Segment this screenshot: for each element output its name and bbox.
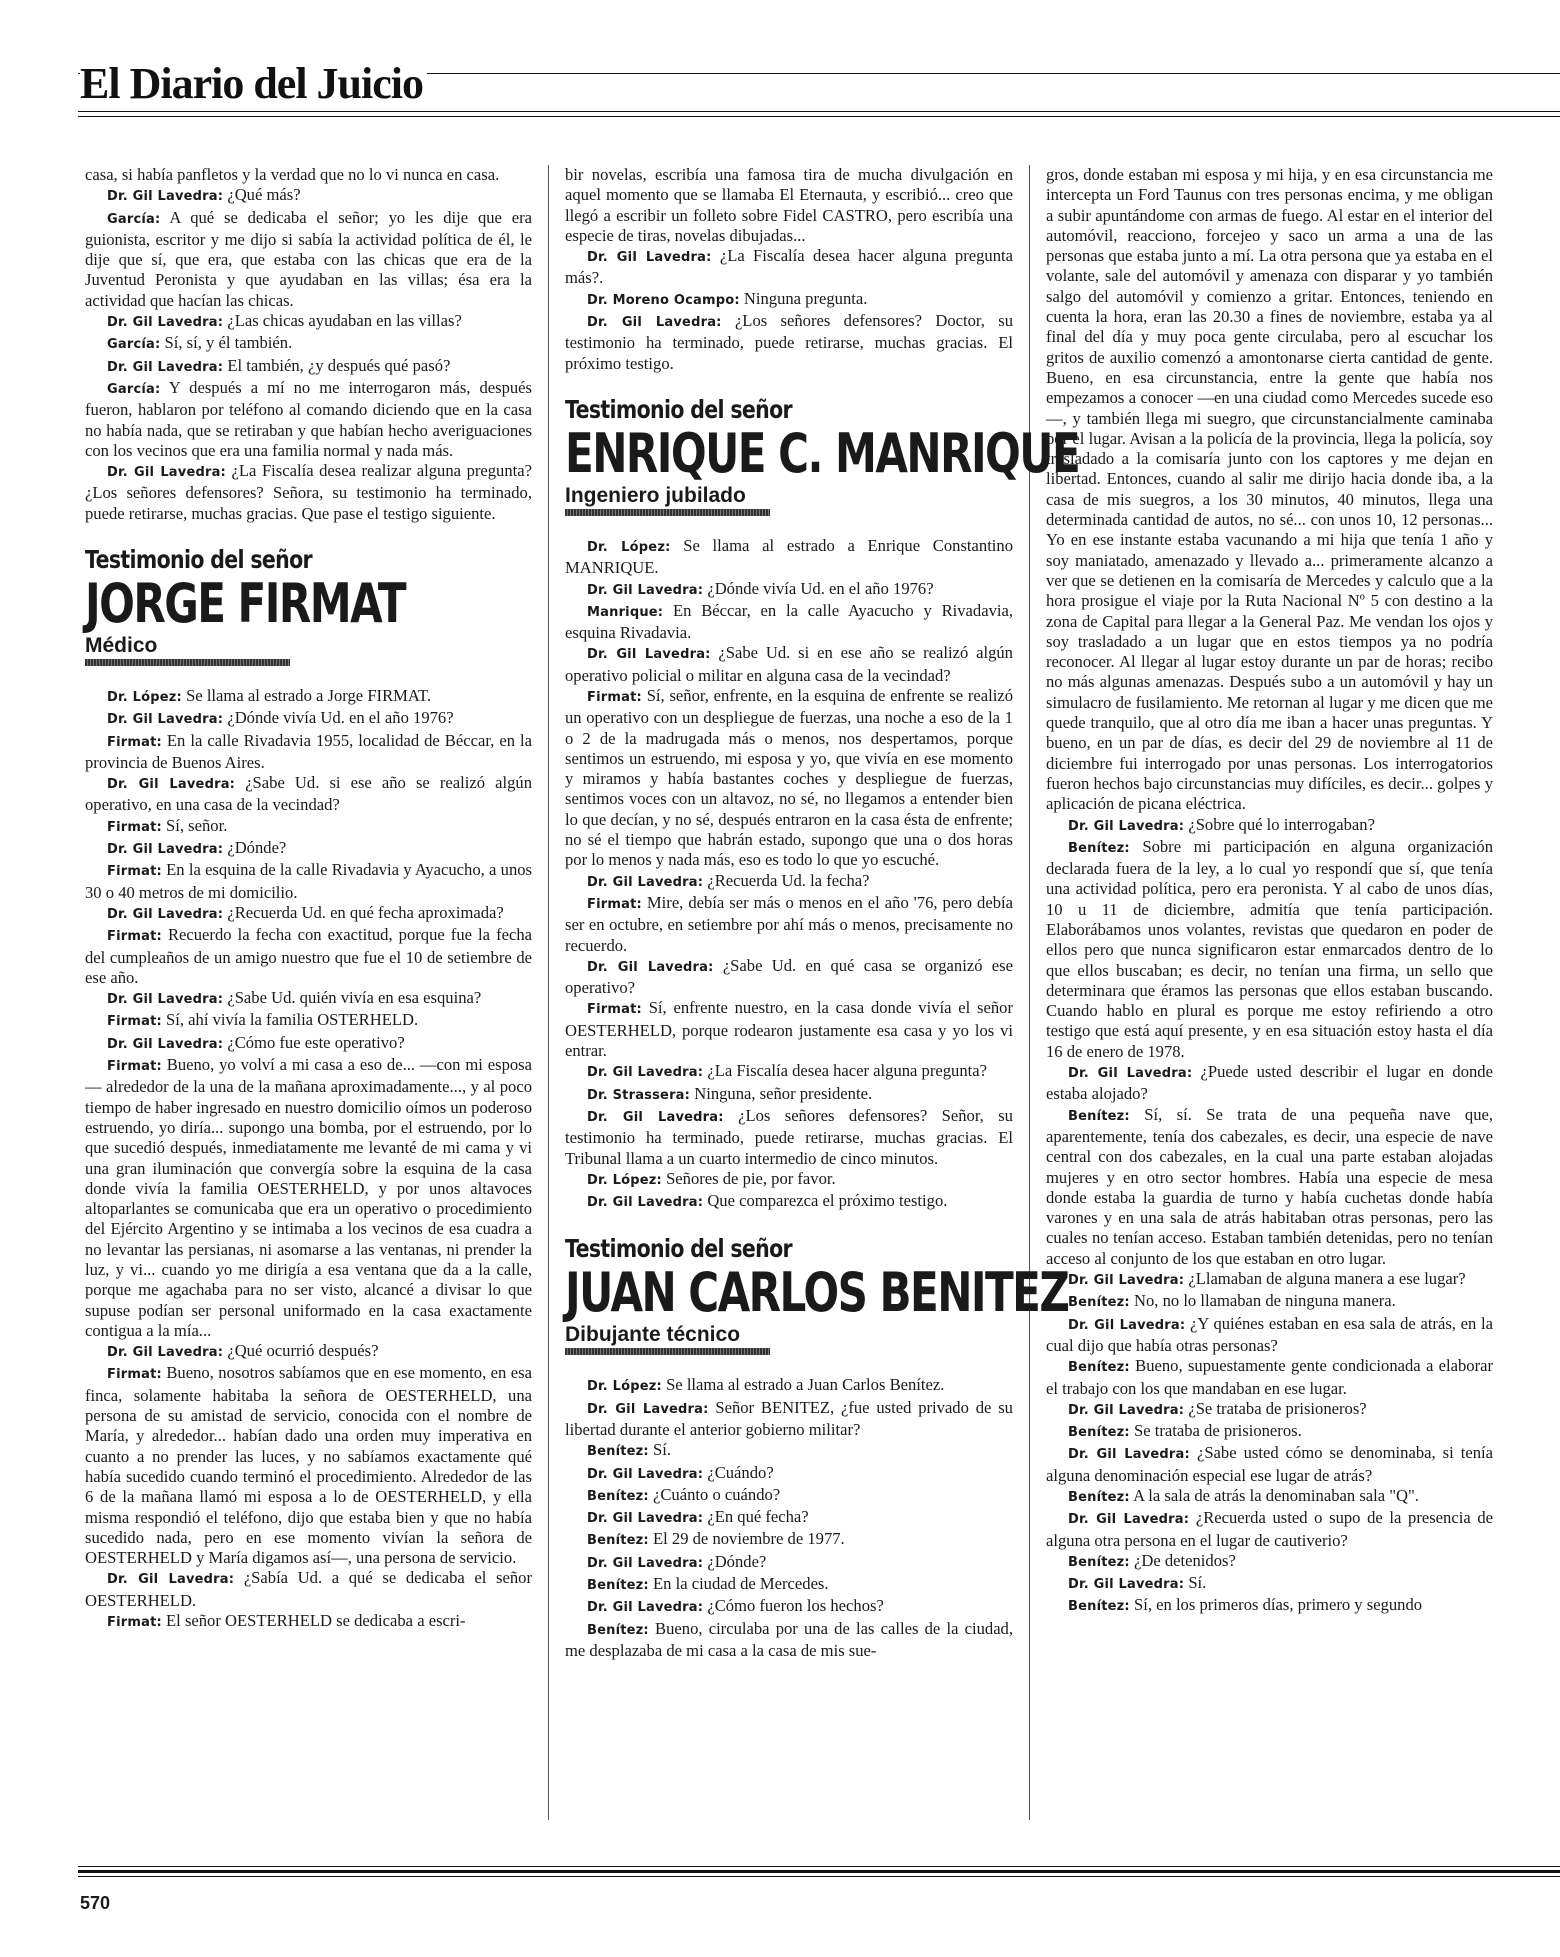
speaker-label: Benítez: — [1068, 1108, 1130, 1124]
paragraph-text: gros, donde estaban mi esposa y mi hija, y en esa circunstancia me intercepta un Ford Taunus con tres personas encima, y me obligan a subir apuntándome con armas de fuego. Al estar en el interior del automóvil, reacciono, forcejeo y saco un arma a una de las personas que estaba junto a mí. La otra persona que ya estaba en el volante, sale del automóvil y amenaza con disparar y yo también salgo del automóvil y comienzo a gritar. Entonces, teniendo en cuenta la hora, eran las 20.30 a fines de noviembre, estaba ya al final del día y muy poca gente circulaba, pero al escuchar los gritos de auxilio comenzó a amontonarse cierta cantidad de gente. Bueno, en esa circunstancia, entre la gente que había nos empezamos a conocer —en una ciudad como Mercedes sucede eso—, y también llega mi suegro, que circunstancialmente caminaba por el lugar. Avisan a la policía de la provincia, llega la policía, soy trasladado a la comisaría junto con los captores y me dejan en libertad. Entonces, cuando al salir me dirijo hacia donde iba, a la casa de mis suegros, a los 30 minutos, 40 minutos, llega una determinada cantidad de autos, no sé... con unos 10, 12 personas... Yo en ese instante estaba vacunando a mi hija que tenía 1 año y soy maniatado, amenazado y llevado a... primeramente alcanzo a ver que se detienen en la comisaría de Mercedes y calculo que a la hora prosigue el viaje por la Ruta Nacional Nº 5 con destino a la zona de Capital para llegar a la General Paz. Me vendan los ojos y soy trasladado a un lugar que en estos tiempos ya no podría reconocer. Al llegar al lugar estoy durante un par de horas; recibo no más algunas amenazas. Después subo a un automóvil y hay un simulacro de fusilamiento. Me retornan al lugar y me dicen que me quede tranquilo, que al otro día me iban a hacer unas preguntas. Y bueno, en un par de días, es decir del 29 de noviembre al 11 de diciembre fui interrogado por unas personas. Los interrogatorios fueron hechos bajo circunstancias muy difíciles, es decir... golpes y aplicación de picana eléctrica. — [1046, 165, 1493, 814]
transcript-paragraph — [565, 246, 1013, 289]
testimony-header — [85, 546, 532, 666]
transcript-paragraph — [565, 1463, 1013, 1485]
transcript-paragraph — [85, 165, 532, 185]
transcript-paragraph — [565, 1507, 1013, 1529]
masthead-rule-bottom — [78, 111, 1560, 112]
transcript-paragraph — [1046, 1486, 1493, 1508]
speaker-label: Dr. Gil Lavedra: — [107, 315, 224, 331]
paragraph-text: Sí. — [653, 1440, 671, 1460]
paragraph-text: Ninguna, señor presidente. — [694, 1083, 873, 1103]
speaker-label: Dr. Gil Lavedra: — [587, 1466, 704, 1482]
transcript-paragraph — [85, 731, 532, 774]
speaker-label: Dr. Gil Lavedra: — [587, 250, 712, 266]
speaker-label: Dr. Gil Lavedra: — [587, 1195, 704, 1211]
paragraph-text: Se llama al estrado a Jorge FIRMAT. — [186, 685, 432, 705]
transcript-paragraph — [85, 708, 532, 730]
profession-underline-bar — [565, 509, 770, 516]
transcript-paragraph — [1046, 1573, 1493, 1595]
transcript-paragraph — [565, 1398, 1013, 1441]
testimony-kicker: Testimonio del señor — [85, 545, 312, 575]
paragraph-text: ¿Sobre qué lo interrogaban? — [1188, 814, 1375, 834]
transcript-paragraph — [565, 1574, 1013, 1596]
transcript-paragraph — [85, 311, 532, 333]
speaker-label: Dr. López: — [587, 1172, 662, 1188]
speaker-label: Benítez: — [587, 1622, 649, 1638]
transcript-paragraph — [565, 998, 1013, 1061]
transcript-paragraph — [1046, 1399, 1493, 1421]
speaker-label: Dr. Gil Lavedra: — [1068, 1273, 1185, 1289]
paragraph-text: Recuerdo la fecha con exactitud, porque fue la fecha del cumpleaños de un amigo nuestro que fue el 10 de setiembre de ese año. — [85, 925, 532, 987]
transcript-paragraph — [85, 903, 532, 925]
speaker-label: Firmat: — [107, 929, 162, 945]
transcript-paragraph — [1046, 1062, 1493, 1105]
speaker-label: Firmat: — [587, 689, 642, 705]
paragraph-text: ¿Cuánto o cuándo? — [653, 1484, 781, 1504]
speaker-label: Dr. Gil Lavedra: — [107, 189, 224, 205]
paragraph-text: Y después a mí no me interrogaron más, después fueron, hablaron por teléfono al comando diciendo que en la casa no había nada, que se retiraban y que habían hecho averiguaciones con los vecinos que era una familia normal y nada más. — [85, 377, 532, 460]
transcript-paragraph — [1046, 1551, 1493, 1573]
speaker-label: Dr. Gil Lavedra: — [107, 1036, 224, 1052]
paragraph-text: ¿Llamaban de alguna manera a ese lugar? — [1188, 1269, 1466, 1289]
paragraph-text: ¿Recuerda usted o supo de la presencia de alguna otra persona en el lugar de cautiverio? — [1046, 1508, 1493, 1550]
transcript-paragraph — [565, 1106, 1013, 1169]
paragraph-text: No, no lo llamaban de ninguna manera. — [1134, 1291, 1396, 1311]
transcript-paragraph — [565, 311, 1013, 374]
paragraph-text: Señor BENITEZ, ¿fue usted privado de su libertad durante el anterior gobierno militar? — [565, 1397, 1013, 1439]
transcript-paragraph — [565, 643, 1013, 686]
paragraph-text: ¿Qué más? — [227, 185, 301, 205]
paragraph-text: Sí. — [1188, 1573, 1207, 1593]
paragraph-text: Sí, señor. — [166, 815, 228, 835]
paragraph-text: ¿Qué ocurrió después? — [227, 1341, 379, 1361]
transcript-paragraph — [565, 536, 1013, 579]
speaker-label: Manrique: — [587, 604, 664, 620]
transcript-paragraph — [85, 860, 532, 903]
transcript-paragraph — [85, 1611, 532, 1633]
speaker-label: Benítez: — [587, 1578, 649, 1594]
transcript-paragraph — [85, 1363, 532, 1568]
paragraph-text: Sobre mi participación en alguna organización declarada fuera de la ley, a lo cual yo respondí que sí, que tenía una actividad política, pero era peronista. Y al cabo de unos días, 10 u 11 de diciembre, admitía que tenía participación. Elaborábamos unos volantes, revistas que quedaron en poder de ellos pero que nunca significaron estar enmarcados dentro de lo que ellos buscaban; es decir, no tenían una firma, un sello que determinara que éramos las personas que ellos estaban buscando. Cuando hablo en plural es porque me estoy refiriendo a otro testigo que está aquí presente, y en esa situación estoy hasta el día 16 de enero de 1978. — [1046, 836, 1494, 1061]
paragraph-text: ¿La Fiscalía desea hacer alguna pregunta más?. — [565, 246, 1013, 288]
paragraph-text: ¿Cómo fue este operativo? — [227, 1032, 405, 1052]
footer-rule-thin — [78, 1876, 1560, 1877]
transcript-paragraph — [85, 356, 532, 378]
transcript-paragraph — [565, 956, 1013, 999]
transcript-paragraph — [565, 1619, 1013, 1662]
paragraph-text: ¿Dónde vivía Ud. en el año 1976? — [227, 708, 454, 728]
speaker-label: Firmat: — [107, 1615, 162, 1631]
transcript-paragraph — [1046, 1105, 1493, 1269]
speaker-label: Dr. Gil Lavedra: — [107, 359, 224, 375]
transcript-paragraph — [85, 816, 532, 838]
column-divider — [1029, 165, 1030, 1820]
paragraph-text: Se trataba de prisioneros. — [1134, 1421, 1302, 1441]
speaker-label: Dr. Gil Lavedra: — [587, 1065, 704, 1081]
text-column-3 — [1046, 165, 1493, 1618]
paragraph-text: El señor OESTERHELD se dedicaba a escri- — [166, 1611, 466, 1631]
speaker-label: Dr. López: — [107, 689, 182, 705]
paragraph-text: ¿Cómo fueron los hechos? — [707, 1596, 884, 1616]
speaker-label: Dr. Gil Lavedra: — [1068, 1512, 1190, 1528]
speaker-label: Firmat: — [587, 896, 642, 912]
paragraph-text: Bueno, supuestamente gente condicionada a elaborar el trabajo con los que mandaban en ese lugar. — [1046, 1356, 1493, 1398]
speaker-label: Firmat: — [107, 734, 162, 750]
transcript-paragraph — [565, 1485, 1013, 1507]
paragraph-text: Ninguna pregunta. — [743, 288, 868, 308]
paragraph-text: En la ciudad de Mercedes. — [653, 1574, 829, 1594]
transcript-paragraph — [1046, 1421, 1493, 1443]
transcript-paragraph — [85, 925, 532, 988]
transcript-paragraph — [565, 1169, 1013, 1191]
paragraph-text: El también, ¿y después qué pasó? — [227, 355, 451, 375]
speaker-label: Dr. Gil Lavedra: — [587, 1555, 704, 1571]
paragraph-text: ¿Recuerda Ud. la fecha? — [707, 870, 870, 890]
speaker-label: Dr. Gil Lavedra: — [107, 712, 224, 728]
witness-name: JORGE FIRMAT — [85, 571, 406, 635]
speaker-label: García: — [107, 337, 161, 353]
transcript-paragraph — [1046, 837, 1493, 1062]
transcript-paragraph — [565, 289, 1013, 311]
speaker-label: Firmat: — [107, 819, 162, 835]
paragraph-text: Sí, enfrente nuestro, en la casa donde vivía el señor OESTERHELD, porque rodearon justamente esa casa y yo los vi entrar. — [565, 998, 1013, 1061]
paragraph-text: Bueno, circulaba por una de las calles de la ciudad, me desplazaba de mi casa a la casa de mis sue- — [565, 1618, 1013, 1660]
speaker-label: Dr. Gil Lavedra: — [587, 1401, 709, 1417]
speaker-label: Dr. Strassera: — [587, 1087, 691, 1103]
paragraph-text: ¿Se trataba de prisioneros? — [1188, 1398, 1367, 1418]
speaker-label: Dr. López: — [587, 539, 671, 555]
speaker-label: García: — [107, 381, 161, 397]
transcript-paragraph — [565, 686, 1013, 871]
transcript-paragraph — [565, 1440, 1013, 1462]
transcript-paragraph — [1046, 1314, 1493, 1357]
speaker-label: Dr. Gil Lavedra: — [587, 315, 722, 331]
transcript-paragraph — [565, 165, 1013, 246]
speaker-label: Dr. Gil Lavedra: — [1068, 1317, 1186, 1333]
speaker-label: Benítez: — [1068, 1490, 1130, 1505]
footer-rule — [78, 1866, 1560, 1867]
speaker-label: Firmat: — [107, 1367, 162, 1383]
paragraph-text: Sí, sí. Se trata de una pequeña nave que, aparentemente, tenía dos cabezales, es decir, una especie de nave central con dos cabezales, en la cual una parte estaban alojadas mujeres y en otro sector hombres. Había una especie de mesa donde estaba la guardia de turno y había cuchetas donde había varones y en una sala de atrás habitaban otras personas, pero las cuales no tenían acceso. Estaban también detenidas, pero no tenían acceso al conjunto de los que estaban en otro lugar. — [1046, 1104, 1494, 1268]
transcript-paragraph — [85, 208, 532, 311]
transcript-paragraph — [85, 1568, 532, 1611]
testimony-header — [565, 1234, 1069, 1355]
text-column-1 — [85, 165, 532, 1633]
paragraph-text: ¿Sabía Ud. a qué se dedicaba el señor OESTERHELD. — [85, 1568, 532, 1610]
transcript-paragraph — [85, 988, 532, 1010]
speaker-label: Benítez: — [587, 1533, 649, 1549]
speaker-label: Dr. López: — [587, 1379, 662, 1395]
transcript-paragraph — [85, 461, 532, 524]
testimony-kicker: Testimonio del señor — [565, 394, 792, 424]
paragraph-text: Se llama al estrado a Enrique Constantino MANRIQUE. — [565, 535, 1014, 578]
profession-underline-bar — [565, 1348, 770, 1355]
paragraph-text: casa, si había panfletos y la verdad que no lo vi nunca en casa. — [85, 165, 500, 184]
speaker-label: Dr. Gil Lavedra: — [1068, 1066, 1193, 1082]
footer-rule-thick — [78, 1870, 1560, 1873]
profession-underline-bar — [85, 659, 290, 666]
page-number: 570 — [80, 1893, 111, 1913]
transcript-paragraph — [85, 838, 532, 860]
speaker-label: Firmat: — [107, 864, 162, 880]
paragraph-text: ¿Sabe Ud. en qué casa se organizó ese operativo? — [565, 955, 1013, 998]
speaker-label: Dr. Gil Lavedra: — [587, 874, 704, 890]
speaker-label: Dr. Gil Lavedra: — [107, 1572, 235, 1588]
masthead-title: El Diario del Juicio — [80, 62, 427, 106]
paragraph-text: El 29 de noviembre de 1977. — [653, 1529, 845, 1549]
paragraph-text: ¿Puede usted describir el lugar en donde estaba alojado? — [1046, 1062, 1493, 1104]
speaker-label: Dr. Gil Lavedra: — [587, 582, 704, 598]
paragraph-text: ¿Los señores defensores? Doctor, su testimonio ha terminado, puede retirarse, muchas gracias. El próximo testigo. — [565, 311, 1013, 373]
paragraph-text: ¿Y quiénes estaban en esa sala de atrás, en la cual dijo que había otras personas? — [1046, 1313, 1493, 1355]
speaker-label: Benítez: — [1068, 1295, 1130, 1311]
speaker-label: Dr. Gil Lavedra: — [1068, 818, 1185, 834]
paragraph-text: ¿Sabe Ud. quién vivía en esa esquina? — [227, 988, 482, 1008]
speaker-label: Benítez: — [587, 1444, 649, 1460]
paragraph-text: ¿Cuándo? — [707, 1462, 774, 1482]
masthead-rule-bottom-thin — [78, 116, 1560, 117]
paragraph-text: Sí, en los primeros días, primero y segundo — [1134, 1595, 1423, 1615]
transcript-paragraph — [1046, 1356, 1493, 1399]
transcript-paragraph — [565, 1375, 1013, 1397]
paragraph-text: Señores de pie, por favor. — [666, 1168, 836, 1188]
testimony-kicker: Testimonio del señor — [565, 1234, 792, 1264]
speaker-label: Dr. Gil Lavedra: — [587, 959, 714, 975]
paragraph-text: En la esquina de la calle Rivadavia y Ayacucho, a unos 30 o 40 metros de mi domicilio. — [85, 860, 533, 902]
paragraph-text: ¿Dónde? — [227, 838, 287, 858]
speaker-label: Dr. Gil Lavedra: — [107, 906, 224, 922]
paragraph-text: En la calle Rivadavia 1955, localidad de Béccar, en la provincia de Buenos Aires. — [85, 730, 532, 772]
transcript-paragraph — [565, 893, 1013, 956]
column-divider — [548, 165, 549, 1820]
witness-profession: Dibujante técnico — [565, 1323, 741, 1347]
paragraph-text: Sí, señor, enfrente, en la esquina de enfrente se realizó un operativo con un despliegue de fuerzas, una noche a eso de la 1 o 2 de la madrugada más o menos, nos despertamos, porque sentimos un estruendo, mi esposa y yo, que vivía en ese momento y miramos y había bastantes coches y despliegue de fuerzas, sentimos voces con un altavoz, no sé, no llegamos a entender bien lo que decían, y no sé, después entraron en la casa ésta de enfrente; no sé el tiempo que habrán estado, supongo que una o dos horas por lo menos y nada más, eso es todo lo que yo escuché. — [565, 685, 1013, 870]
paragraph-text: ¿Recuerda Ud. en qué fecha aproximada? — [227, 902, 504, 922]
transcript-paragraph — [1046, 165, 1493, 815]
transcript-paragraph — [565, 1529, 1013, 1551]
paragraph-text: ¿La Fiscalía desea hacer alguna pregunta? — [707, 1061, 987, 1081]
transcript-paragraph — [85, 1055, 532, 1341]
paragraph-text: bir novelas, escribía una famosa tira de mucha divulgación en aquel momento que se llamaba El Eternauta, y escribió... creo que llegó a escribir un folleto sobre Fidel CASTRO, pero escribía una especie de tiras, novelas dibujadas... — [565, 165, 1013, 245]
speaker-label: Dr. Gil Lavedra: — [1068, 1447, 1190, 1463]
paragraph-text: ¿Los señores defensores? Señor, su testimonio ha terminado, puede retirarse, muchas gracias. El Tribunal llama a un cuarto intermedio de cinco minutos. — [565, 1105, 1013, 1168]
paragraph-text: ¿Sabe usted cómo se denominaba, si tenía alguna denominación especial ese lugar de atrás? — [1046, 1443, 1493, 1485]
paragraph-text: Mire, debía ser más o menos en el año '76, pero debía ser en octubre, en setiembre por ahí más o menos, precisamente no recuerdo. — [565, 892, 1013, 955]
paragraph-text: ¿Dónde? — [707, 1551, 767, 1571]
testimony-header — [565, 394, 1080, 516]
transcript-paragraph — [565, 1061, 1013, 1083]
transcript-paragraph — [85, 773, 532, 816]
transcript-paragraph — [1046, 815, 1493, 837]
transcript-paragraph — [565, 579, 1013, 601]
speaker-label: Dr. Gil Lavedra: — [587, 1600, 704, 1616]
speaker-label: Dr. Gil Lavedra: — [107, 777, 236, 793]
text-column-2 — [565, 165, 1080, 1661]
speaker-label: Firmat: — [587, 1002, 642, 1018]
transcript-paragraph — [565, 871, 1013, 893]
speaker-label: Dr. Gil Lavedra: — [587, 1109, 724, 1125]
transcript-paragraph — [85, 1341, 532, 1363]
transcript-paragraph — [1046, 1508, 1493, 1551]
paragraph-text: Que comparezca el próximo testigo. — [707, 1191, 948, 1211]
speaker-label: Dr. Gil Lavedra: — [587, 1511, 704, 1527]
paragraph-text: ¿En qué fecha? — [707, 1507, 809, 1527]
speaker-label: Firmat: — [107, 1059, 162, 1075]
speaker-label: Dr. Gil Lavedra: — [107, 992, 224, 1008]
paragraph-text: Se llama al estrado a Juan Carlos Benítez. — [666, 1375, 945, 1395]
transcript-paragraph — [1046, 1291, 1493, 1313]
speaker-label: Dr. Gil Lavedra: — [107, 842, 224, 858]
paragraph-text: ¿Sabe Ud. si ese año se realizó algún operativo, en una casa de la vecindad? — [85, 773, 532, 815]
speaker-label: Benítez: — [1068, 1554, 1130, 1570]
speaker-label: Dr. Gil Lavedra: — [1068, 1577, 1185, 1593]
speaker-label: Benítez: — [1068, 1425, 1130, 1441]
transcript-paragraph — [85, 686, 532, 708]
transcript-paragraph — [565, 1084, 1013, 1106]
speaker-label: García: — [107, 211, 161, 227]
paragraph-text: ¿De detenidos? — [1134, 1550, 1236, 1570]
speaker-label: Firmat: — [107, 1014, 162, 1030]
paragraph-text: ¿La Fiscalía desea realizar alguna pregunta? ¿Los señores defensores? Señora, su testimonio ha terminado, puede retirarse, muchas gracias. Que pase el testigo siguiente. — [85, 461, 532, 523]
transcript-paragraph — [85, 185, 532, 207]
speaker-label: Benítez: — [1068, 1599, 1130, 1615]
witness-name: JUAN CARLOS BENITEZ — [565, 1261, 1069, 1325]
paragraph-text: A la sala de atrás la denominaban sala "Q". — [1133, 1486, 1419, 1505]
paragraph-text: Bueno, yo volví a mi casa a eso de... —con mi esposa— alrededor de la una de la mañana aproximadamente..., y al poco tiempo de haber ingresado en nuestro domicilio oímos un poderoso estruendo, yo diría... supongo una bomba, por el estruendo, por lo que sucedió después, inmediatamente me levanté de mi cama y vi una gran iluminación que convergía sobre la esquina de la casa donde vivía la familia OESTERHELD, y por unos altavoces altoparlantes se comunicaba que era un operativo o procedimiento del Ejército Argentino y se intimaba a los vecinos de esa cuadra a no levantar las persianas, ni asomarse a las ventanas, ni prender la luz, y vi... cuando yo me dirigía a esa ventana que da a la calle, porque me agachaba para no ser visto, alcancé a divisar lo que supuse podían ser personal uniformado en la casa exactamente contigua a la mía... — [85, 1055, 532, 1340]
speaker-label: Benítez: — [587, 1488, 649, 1504]
transcript-paragraph — [1046, 1269, 1493, 1291]
speaker-label: Dr. Gil Lavedra: — [107, 465, 226, 481]
transcript-paragraph — [85, 1033, 532, 1055]
speaker-label: Dr. Gil Lavedra: — [1068, 1402, 1185, 1418]
transcript-paragraph — [565, 1191, 1013, 1213]
speaker-label: Dr. Gil Lavedra: — [587, 647, 711, 663]
paragraph-text: ¿Dónde vivía Ud. en el año 1976? — [707, 578, 934, 598]
paragraph-text: Sí, ahí vivía la familia OSTERHELD. — [166, 1010, 419, 1030]
paragraph-text: A qué se dedicaba el señor; yo les dije que era guionista, escritor y me dijo si sabía la actividad política de él, le dije que sí, que era, que estaba con las chicas que era de la Juventud Peronista y que ayudaban en las villas; ésa era la actividad que hacían las chicas. — [85, 207, 533, 310]
paragraph-text: En Béccar, en la calle Ayacucho y Rivadavia, esquina Rivadavia. — [565, 600, 1013, 643]
witness-profession: Ingeniero jubilado — [565, 483, 746, 507]
paragraph-text: Sí, sí, y él también. — [164, 333, 293, 353]
speaker-label: Dr. Moreno Ocampo: — [587, 292, 740, 308]
paragraph-text: Bueno, nosotros sabíamos que en ese momento, en esa finca, solamente habitaba la señora de OESTERHELD, una persona de su amistad de servicio, conocida con el nombre de María, y alrededor... habían dado una orden muy imperativa en cuanto a no prender las luces, y no sabíamos exactamente qué había sucedido cuando terminó el procedimiento. Alrededor de las 6 de la mañana llamó mi esposa a lo de OESTERHELD, y ella misma respondió el teléfono, dijo que estaba bien y que no había sucedido nada, pero en ese momento vivían la señora de OESTERHELD y María digamos así—, una persona de servicio. — [85, 1363, 532, 1568]
paragraph-text: ¿Sabe Ud. si en ese año se realizó algún operativo policial o militar en alguna casa de la vecindad? — [565, 643, 1013, 685]
speaker-label: Dr. Gil Lavedra: — [107, 1345, 224, 1361]
speaker-label: Benítez: — [1068, 1360, 1130, 1376]
transcript-paragraph — [565, 1552, 1013, 1574]
transcript-paragraph — [565, 601, 1013, 644]
transcript-paragraph — [1046, 1443, 1493, 1486]
speaker-label: Benítez: — [1068, 840, 1130, 856]
transcript-paragraph — [85, 333, 532, 355]
witness-name: ENRIQUE C. MANRIQUE — [565, 421, 1080, 485]
transcript-paragraph — [85, 378, 532, 461]
transcript-paragraph — [1046, 1595, 1493, 1617]
paragraph-text: ¿Las chicas ayudaban en las villas? — [227, 311, 462, 331]
transcript-paragraph — [85, 1010, 532, 1032]
transcript-paragraph — [565, 1596, 1013, 1618]
witness-profession: Médico — [85, 633, 158, 657]
